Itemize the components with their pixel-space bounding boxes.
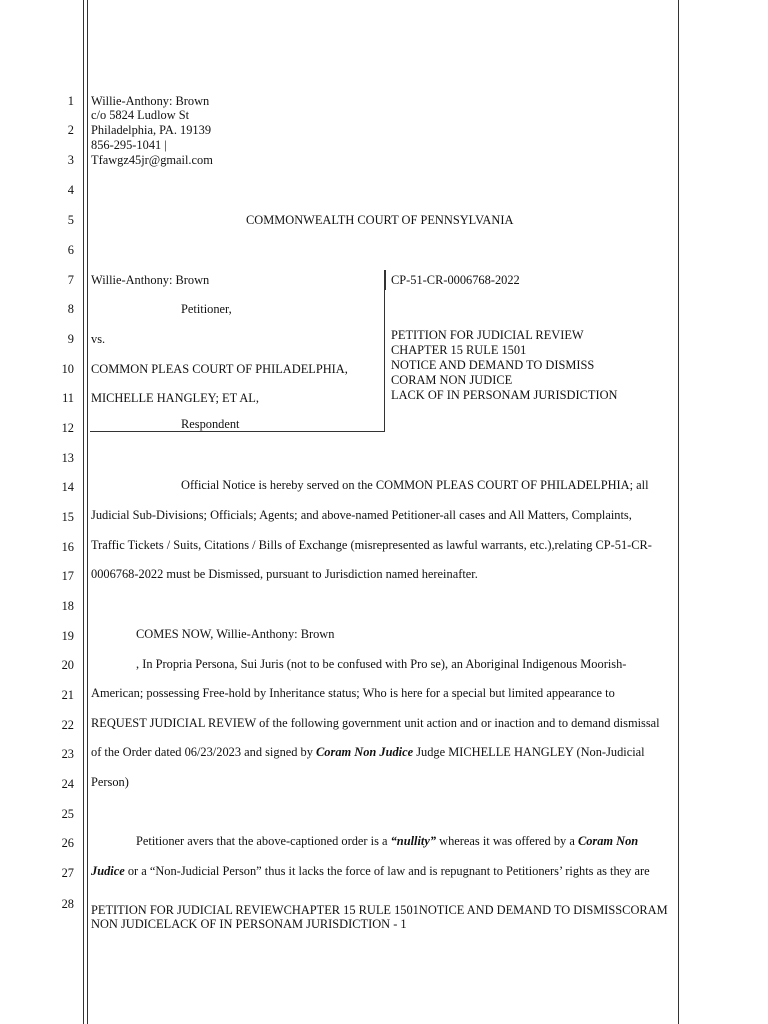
caption-petitioner-role: Petitioner, — [181, 302, 232, 316]
line-number: 4 — [67, 183, 74, 197]
line-number: 23 — [61, 747, 74, 761]
header-name: Willie-Anthony: Brown — [91, 94, 210, 108]
line-number: 20 — [61, 658, 74, 672]
line-number: 24 — [61, 777, 74, 791]
line-number: 17 — [61, 569, 74, 583]
right-margin-rule — [678, 0, 679, 1024]
line-number: 8 — [67, 302, 74, 316]
emphasis-text: Coram Non — [577, 834, 639, 848]
line-number: 15 — [61, 510, 74, 524]
caption-box — [90, 270, 385, 432]
line-number: 19 — [61, 629, 74, 643]
body-line — [91, 864, 650, 878]
body-text: Judge MICHELLE HANGLEY (Non-Judicial — [413, 745, 645, 759]
doc-title-line: CORAM NON JUDICE — [391, 373, 513, 387]
line-number: 18 — [61, 599, 74, 613]
body-text: or a “Non-Judicial Person” thus it lacks the force of law and is repugnant to Petitioners’ rights as they are — [124, 864, 650, 878]
footer-title-line-1: PETITION FOR JUDICIAL REVIEWCHAPTER 15 RULE 1501NOTICE AND DEMAND TO DISMISSCORAM — [91, 903, 668, 917]
line-number: 2 — [67, 123, 74, 137]
court-title: COMMONWEALTH COURT OF PENNSYLVANIA — [246, 213, 514, 227]
line-number: 27 — [61, 866, 74, 880]
header-city: Philadelphia, PA. 19139 — [91, 123, 212, 137]
line-number: 9 — [67, 332, 74, 346]
line-number: 21 — [61, 688, 74, 702]
emphasis-text: “nullity” — [390, 834, 437, 848]
footer-title-line-2: NON JUDICELACK OF IN PERSONAM JURISDICTION - 1 — [91, 917, 407, 931]
body-line: Traffic Tickets / Suits, Citations / Bills of Exchange (misrepresented as lawful warrants, etc.),relating CP-51-CR- — [91, 538, 652, 552]
caption-divider — [385, 270, 386, 290]
case-number: CP-51-CR-0006768-2022 — [391, 273, 520, 287]
body-line: , In Propria Persona, Sui Juris (not to be confused with Pro se), an Aboriginal Indigenous Moorish- — [136, 657, 627, 671]
body-line: 0006768-2022 must be Dismissed, pursuant to Jurisdiction named hereinafter. — [91, 567, 478, 581]
doc-title-line: CHAPTER 15 RULE 1501 — [391, 343, 527, 357]
body-text: Petitioner avers that the above-captioned order is a — [136, 834, 391, 848]
line-number: 14 — [61, 480, 74, 494]
doc-title-line: NOTICE AND DEMAND TO DISMISS — [391, 358, 595, 372]
line-number: 12 — [61, 421, 74, 435]
line-number: 1 — [67, 94, 74, 108]
line-number: 10 — [61, 362, 74, 376]
line-number: 5 — [67, 213, 74, 227]
line-number: 22 — [61, 718, 74, 732]
body-line: Person) — [91, 775, 129, 789]
line-number: 28 — [61, 897, 74, 911]
line-number: 25 — [61, 807, 74, 821]
line-number: 13 — [61, 451, 74, 465]
left-margin-rule-outer — [83, 0, 84, 1024]
line-number: 7 — [67, 273, 74, 287]
comes-now-line: COMES NOW, Willie-Anthony: Brown — [136, 627, 335, 641]
body-text: of the Order dated 06/23/2023 and signed by — [91, 745, 317, 759]
line-number: 26 — [61, 836, 74, 850]
left-margin-rule-inner — [87, 0, 88, 1024]
line-number: 16 — [61, 540, 74, 554]
body-line: Judicial Sub-Divisions; Officials; Agents; and above-named Petitioner-all cases and All Matters, Complaints, — [91, 508, 632, 522]
body-line: American; possessing Free-hold by Inheritance status; Who is here for a special but limited appearance to — [91, 686, 615, 700]
body-line: Official Notice is hereby served on the COMMON PLEAS COURT OF PHILADELPHIA; all — [181, 478, 649, 492]
body-line — [91, 745, 645, 759]
body-text: whereas it was offered by a — [436, 834, 578, 848]
caption-respondent-1: COMMON PLEAS COURT OF PHILADELPHIA, — [91, 362, 348, 376]
body-line: REQUEST JUDICIAL REVIEW of the following government unit action and or inaction and to demand dismissal — [91, 716, 660, 730]
body-line — [136, 834, 638, 848]
header-email[interactable]: Tfawgz45jr@gmail.com — [91, 153, 213, 167]
caption-respondent-role: Respondent — [181, 417, 240, 431]
line-number: 11 — [62, 391, 74, 405]
emphasis-text: Coram Non Judice — [316, 745, 414, 759]
caption-respondent-2: MICHELLE HANGLEY; ET AL, — [91, 391, 259, 405]
line-number: 3 — [67, 153, 74, 167]
caption-petitioner-name: Willie-Anthony: Brown — [91, 273, 210, 287]
header-address: c/o 5824 Ludlow St — [91, 108, 190, 122]
emphasis-text: Judice — [91, 864, 125, 878]
doc-title-line: LACK OF IN PERSONAM JURISDICTION — [391, 388, 618, 402]
doc-title-line: PETITION FOR JUDICIAL REVIEW — [391, 328, 584, 342]
caption-vs: vs. — [91, 332, 106, 346]
line-number: 6 — [67, 243, 74, 257]
header-phone: 856-295-1041 | — [91, 138, 167, 152]
